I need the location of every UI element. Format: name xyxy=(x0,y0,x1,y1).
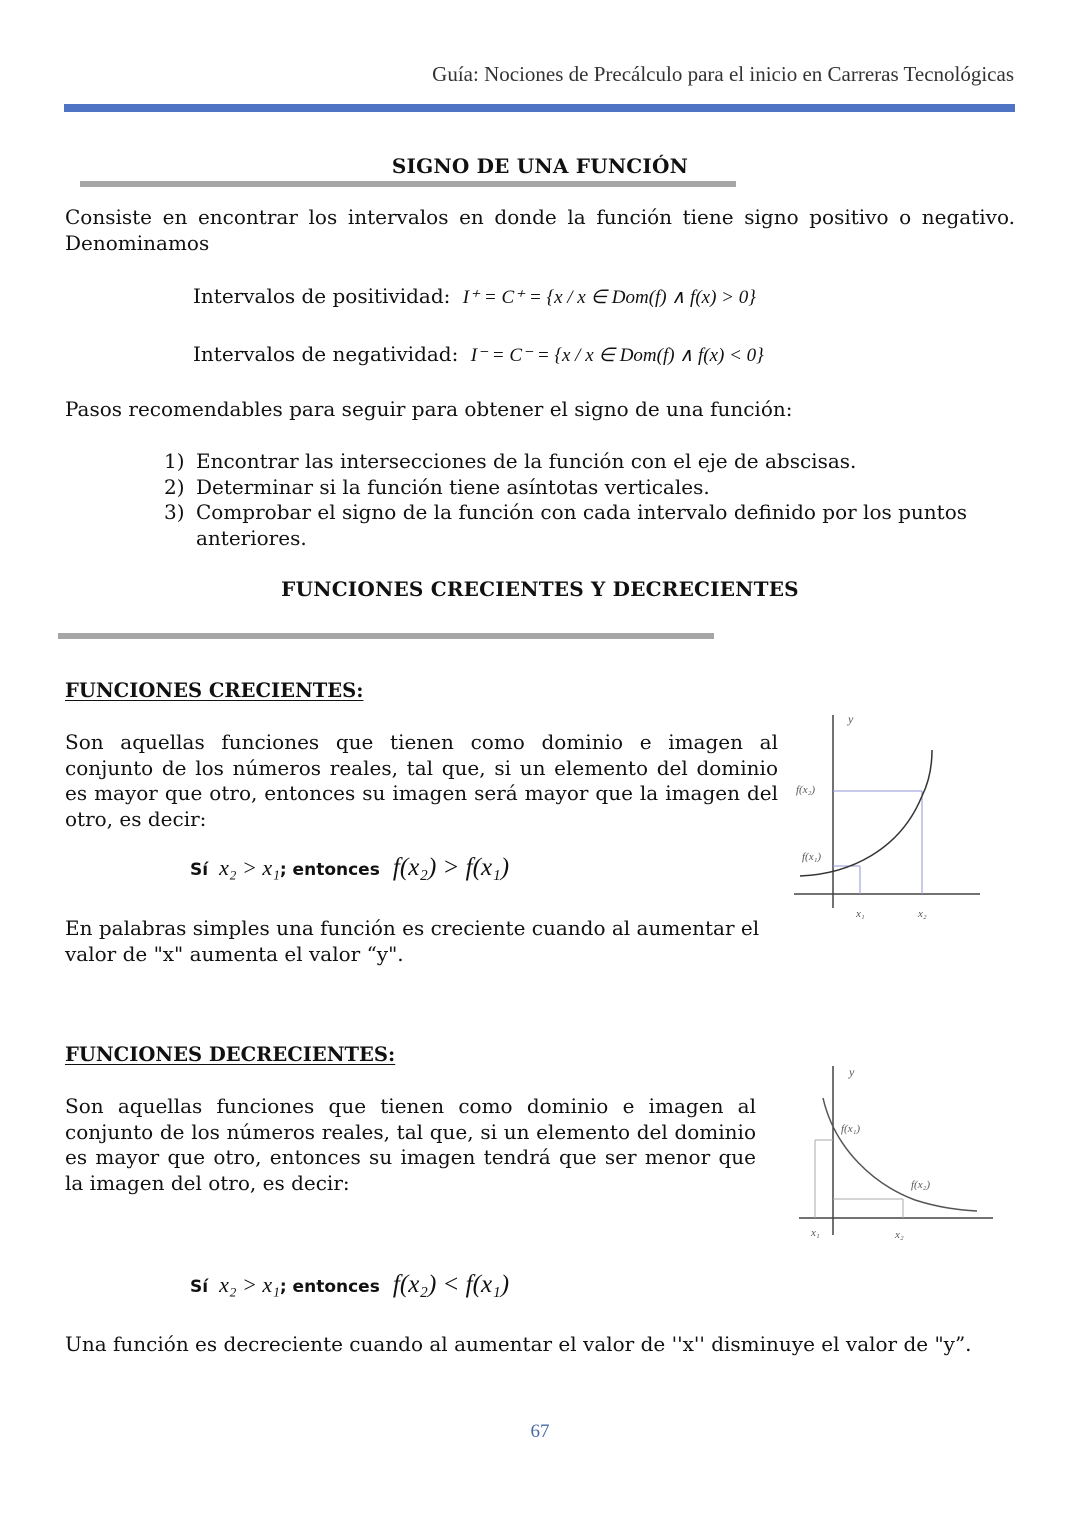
function-curve xyxy=(823,1098,977,1211)
fx1-label: f(x₁) xyxy=(802,851,822,863)
signo-intro-line1: Consiste en encontrar los intervalos en donde la función tiene signo positivo o negativo. xyxy=(65,205,1015,229)
y-axis-label: y xyxy=(849,1065,855,1079)
subtitle-decrecientes: FUNCIONES DECRECIENTES: xyxy=(65,1043,396,1066)
page-header-title: Guía: Nociones de Precálculo para el inicio en Carreras Tecnológicas xyxy=(432,62,1014,86)
signo-intro xyxy=(65,205,1015,256)
crecientes-formula xyxy=(190,854,509,882)
list-item: 2) Determinar si la función tiene asíntotas verticales. xyxy=(164,474,710,499)
header-divider xyxy=(64,104,1015,112)
decreasing-function-graph xyxy=(795,1060,1000,1245)
entonces-label: ; entonces xyxy=(279,1277,380,1297)
decrecientes-simple: Una función es decreciente cuando al aumentar el valor de ''x'' disminuye el valor de "y”. xyxy=(65,1332,972,1356)
list-item: 1) Encontrar las intersecciones de la función con el eje de abscisas. xyxy=(164,449,857,473)
section-underline xyxy=(80,181,736,187)
section-title-crec-decrec: FUNCIONES CRECIENTES Y DECRECIENTES xyxy=(281,577,799,601)
fx2-label: f(x₂) xyxy=(796,784,816,796)
result: f(x₂) > f(x₁) xyxy=(392,854,510,881)
signo-intro-line2: Denominamos xyxy=(65,230,210,255)
positividad-formula: I⁺ = C⁺ = {x / x ∈ Dom(f) ∧ f(x) > 0} xyxy=(462,287,756,308)
x2-label: x₂ xyxy=(895,1229,904,1241)
condition: x₂ > x₁ xyxy=(219,855,280,880)
fx2-label: f(x₂) xyxy=(911,1179,931,1191)
result: f(x₂) < f(x₁) xyxy=(392,1271,510,1298)
list-item: 3) Comprobar el signo de la función con cada intervalo definido por los puntos anteriores. xyxy=(164,500,968,550)
x1-label: x₁ xyxy=(856,908,865,920)
steps-list xyxy=(164,449,1009,551)
x2-label: x₂ xyxy=(918,908,927,920)
decrecientes-formula xyxy=(190,1271,509,1299)
si-label: Sí xyxy=(190,860,209,880)
positividad-row xyxy=(193,284,756,311)
si-label: Sí xyxy=(190,1277,209,1297)
increasing-function-graph xyxy=(790,710,990,925)
pasos-intro: Pasos recomendables para seguir para obtener el signo de una función: xyxy=(65,397,793,421)
section-underline xyxy=(58,633,714,639)
subtitle-crecientes: FUNCIONES CRECIENTES: xyxy=(65,679,364,702)
section-title-signo: SIGNO DE UNA FUNCIÓN xyxy=(391,154,689,178)
entonces-label: ; entonces xyxy=(279,860,380,880)
crecientes-simple: En palabras simples una función es creciente cuando al aumentar el valor de "x" aumenta el valor “y". xyxy=(65,916,760,966)
negatividad-formula: I⁻ = C⁻ = {x / x ∈ Dom(f) ∧ f(x) < 0} xyxy=(470,345,764,366)
decrecientes-paragraph: Son aquellas funciones que tienen como dominio e imagen al conjunto de los números reales, tal que, si un elemento del dominio es mayor que otro, entonces su imagen tendrá que ser menor que la imagen del otro, es decir: xyxy=(65,1094,756,1195)
x1-label: x₁ xyxy=(811,1227,820,1239)
page-number: 67 xyxy=(530,1421,550,1442)
y-axis-label: y xyxy=(848,712,854,726)
condition: x₂ > x₁ xyxy=(219,1272,280,1297)
negatividad-row xyxy=(193,342,764,369)
negatividad-label: Intervalos de negatividad: xyxy=(193,342,459,366)
positividad-label: Intervalos de positividad: xyxy=(193,284,451,308)
crecientes-paragraph: Son aquellas funciones que tienen como dominio e imagen al conjunto de los números reales, tal que, si un elemento del dominio es mayor que otro, entonces su imagen será mayor que la imagen del otro, es decir: xyxy=(65,730,778,831)
fx1-label: f(x₁) xyxy=(841,1123,861,1135)
